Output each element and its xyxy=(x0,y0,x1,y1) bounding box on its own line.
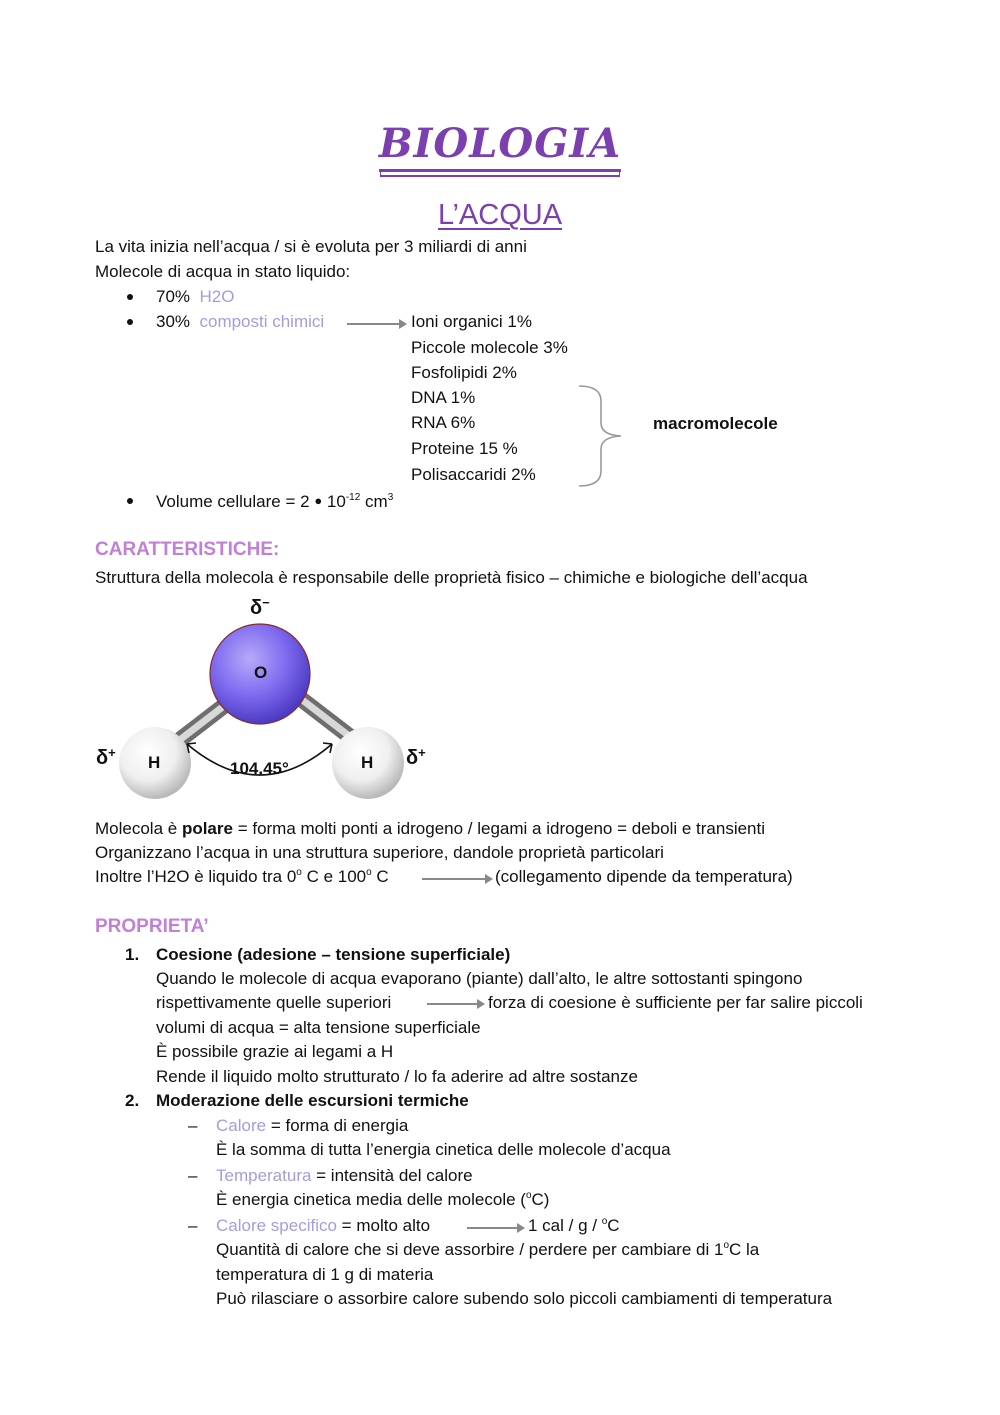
hydrogen-label-right: H xyxy=(361,753,374,772)
arrow-right-icon xyxy=(422,878,487,880)
group-label: macromolecole xyxy=(653,414,778,433)
temperatura-line: Temperatura = intensità del calore xyxy=(216,1166,473,1185)
bullet xyxy=(127,319,133,325)
coesione-line-1: Quando le molecole di acqua evaporano (piante) dall’alto, le altre sottostanti spingono xyxy=(156,969,803,988)
bond-angle-label: 104.45° xyxy=(230,759,289,778)
item-number: 2. xyxy=(125,1091,140,1110)
structure-text: Organizzano l’acqua in una struttura superiore, dandole proprietà particolari xyxy=(95,843,664,862)
coesione-line-4: È possibile grazie ai legami a H xyxy=(156,1042,394,1061)
hydrogen-label-left: H xyxy=(148,753,161,772)
page-title: BIOLOGIA xyxy=(0,118,1000,170)
calore-specifico-desc-3: Può rilasciare o assorbire calore subendo solo piccoli cambiamenti di temperatura xyxy=(216,1289,833,1308)
bullet-h2o: 70% H2O xyxy=(156,287,235,306)
arrow-right-icon xyxy=(347,323,401,325)
list-item: Ioni organici 1% xyxy=(411,312,532,331)
liquid-range-note: (collegamento dipende da temperatura) xyxy=(495,867,793,886)
delta-plus-label-right: δ+ xyxy=(406,745,426,769)
water-molecule-diagram xyxy=(92,594,440,808)
item-title-moderazione: Moderazione delle escursioni termiche xyxy=(156,1091,469,1110)
section-heading-caratteristiche: CARATTERISTICHE: xyxy=(95,539,280,560)
list-item: Polisaccaridi 2% xyxy=(411,465,536,484)
calore-specifico-line: Calore specifico = molto alto xyxy=(216,1216,431,1235)
liquid-range-text: Inoltre l’H2O è liquido tra 0$^o$ C e 100$^o$ C xyxy=(95,867,389,886)
calore-line: Calore = forma di energia xyxy=(216,1116,409,1135)
section-heading-proprieta: PROPRIETA’ xyxy=(95,916,209,937)
calore-specifico-value: 1 cal / g / $^o$C xyxy=(528,1216,620,1235)
dash: – xyxy=(188,1116,198,1135)
bullet-composti: 30% composti chimici xyxy=(156,312,325,331)
bullet-volume: Volume cellulare = 2 ● $10^{-12}$ $cm^3$ xyxy=(156,492,394,511)
arrow-right-icon xyxy=(467,1227,519,1229)
delta-minus-label: δ− xyxy=(250,595,270,619)
delta-plus-label-left: δ+ xyxy=(96,745,116,769)
dash: – xyxy=(188,1166,198,1185)
bullet xyxy=(127,498,133,504)
coesione-line-2a: rispettivamente quelle superiori xyxy=(156,993,392,1012)
temperatura-desc: È energia cinetica media delle molecole ($^o$C) xyxy=(216,1190,550,1209)
polar-text: Molecola è polare = forma molti ponti a idrogeno / legami a idrogeno = deboli e transienti xyxy=(95,819,766,838)
calore-specifico-desc-2: temperatura di 1 g di materia xyxy=(216,1265,434,1284)
calore-desc: È la somma di tutta l’energia cinetica delle molecole d’acqua xyxy=(216,1140,671,1159)
calore-specifico-desc-1: Quantità di calore che si deve assorbire / perdere per cambiare di 1$^o$C la xyxy=(216,1240,760,1259)
list-item: RNA 6% xyxy=(411,413,476,432)
arrow-right-icon xyxy=(427,1003,479,1005)
list-item: DNA 1% xyxy=(411,388,476,407)
oxygen-label: O xyxy=(254,663,268,682)
coesione-line-5: Rende il liquido molto strutturato / lo fa aderire ad altre sostanze xyxy=(156,1067,638,1086)
list-item: Fosfolipidi 2% xyxy=(411,363,517,382)
list-item: Proteine 15 % xyxy=(411,439,518,458)
dash: – xyxy=(188,1216,198,1235)
item-title-coesione: Coesione (adesione – tensione superficiale) xyxy=(156,945,511,964)
intro-line-2: Molecole di acqua in stato liquido: xyxy=(95,262,351,281)
list-item: Piccole molecole 3% xyxy=(411,338,568,357)
page-subtitle: L’ACQUA xyxy=(437,199,563,231)
item-number: 1. xyxy=(125,945,140,964)
caratteristiche-text: Struttura della molecola è responsabile delle proprietà fisico – chimiche e biologiche dell’acqua xyxy=(95,568,808,587)
curly-brace-icon xyxy=(575,383,630,489)
bullet xyxy=(127,294,133,300)
coesione-line-2b: forza di coesione è sufficiente per far salire piccoli xyxy=(488,993,863,1012)
intro-line-1: La vita inizia nell’acqua / si è evoluta per 3 miliardi di anni xyxy=(95,237,527,256)
coesione-line-3: volumi di acqua = alta tensione superficiale xyxy=(156,1018,481,1037)
